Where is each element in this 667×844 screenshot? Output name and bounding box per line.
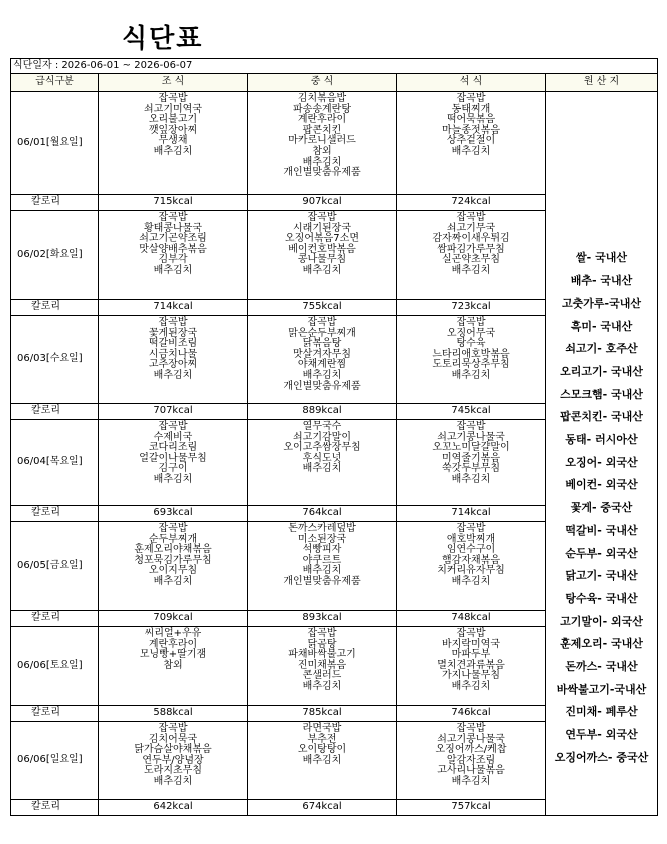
dinner-calories: 745kcal	[397, 404, 546, 420]
menu-item: 황태콩나물국	[144, 222, 202, 234]
breakfast-cell	[99, 420, 248, 506]
menu-item: 마카로니샐러드	[288, 135, 356, 147]
lunch-cell	[248, 627, 397, 706]
menu-item: 떡어묵볶음	[446, 114, 496, 126]
menu-item: 김치어묵국	[148, 733, 198, 745]
menu-item: 오이탕탕이	[297, 744, 347, 756]
menu-item: 라면국밥	[302, 723, 342, 734]
menu-item: 쇠고기콩나물국	[437, 733, 505, 745]
menu-item: 배추김치	[302, 754, 342, 766]
menu-item: 알감자조림	[446, 754, 496, 766]
lunch-cell	[248, 92, 397, 195]
menu-item: 잡곡밥	[307, 212, 337, 223]
menu-item: 배추김치	[153, 264, 193, 276]
origin-item: 배추- 국내산	[570, 274, 633, 288]
day-label: 06/04[목요일]	[11, 420, 99, 506]
breakfast-cell	[99, 316, 248, 404]
menu-item: 배추김치	[302, 565, 342, 577]
menu-item: 베이컨호박볶음	[288, 243, 356, 255]
lunch-calories: 674kcal	[248, 800, 397, 816]
breakfast-calories: 709kcal	[99, 611, 248, 627]
origin-item: 순두부- 외국산	[565, 546, 638, 560]
dinner-cell	[397, 722, 546, 800]
menu-item: 잡곡밥	[158, 212, 188, 223]
menu-item: 잡곡밥	[158, 93, 188, 104]
menu-item: 잡곡밥	[158, 723, 188, 734]
menu-item: 배추김치	[451, 775, 491, 787]
menu-item: 깻잎장아찌	[148, 124, 198, 136]
page-title: 식단표	[122, 24, 204, 54]
menu-item: 쌈파김가루무침	[437, 243, 505, 255]
origin-item: 탕수육- 국내산	[565, 591, 638, 605]
lunch-calories: 907kcal	[248, 195, 397, 211]
menu-item: 감자짜이새우튀김	[432, 233, 510, 245]
menu-item: 오이지무침	[148, 565, 198, 577]
day-label: 06/02[화요일]	[11, 211, 99, 300]
calorie-label: 칼로리	[11, 800, 99, 816]
header-origin: 원 산 지	[546, 74, 658, 92]
menu-item: 배추김치	[302, 264, 342, 276]
dinner-cell	[397, 316, 546, 404]
header-row	[11, 74, 658, 92]
menu-item: 도토리묵상추무침	[432, 359, 510, 371]
menu-item: 배추김치	[153, 369, 193, 381]
menu-item: 잡곡밥	[456, 523, 486, 534]
origin-item: 오징어- 외국산	[565, 455, 638, 469]
menu-item: 쇠고기감말이	[293, 431, 351, 443]
origin-item: 고춧가루-국내산	[562, 296, 641, 310]
menu-item: 수제비국	[153, 431, 193, 443]
dinner-cell	[397, 211, 546, 300]
dinner-calories: 746kcal	[397, 706, 546, 722]
calorie-label: 칼로리	[11, 195, 99, 211]
menu-item: 훈제오리야채볶음	[134, 544, 212, 556]
origin-item: 훈제오리- 국내산	[560, 637, 643, 651]
breakfast-cell	[99, 522, 248, 611]
dinner-calories: 748kcal	[397, 611, 546, 627]
dinner-cell	[397, 420, 546, 506]
dinner-calories: 757kcal	[397, 800, 546, 816]
calorie-label: 칼로리	[11, 706, 99, 722]
menu-item: 후식도넛	[302, 452, 342, 464]
menu-item: 상추겉절이	[446, 135, 496, 147]
menu-item: 닭가슴살야채볶음	[134, 744, 212, 756]
breakfast-calories: 707kcal	[99, 404, 248, 420]
dinner-calories: 724kcal	[397, 195, 546, 211]
menu-item: 잡곡밥	[307, 628, 337, 639]
menu-item: 맑은순두부찌개	[288, 327, 356, 339]
menu-item: 멸치견과류볶음	[437, 659, 505, 671]
menu-item: 계란후라이	[148, 638, 198, 650]
breakfast-calories: 715kcal	[99, 195, 248, 211]
dinner-calories: 714kcal	[397, 506, 546, 522]
menu-item: 잡곡밥	[456, 317, 486, 328]
menu-item: 배추김치	[451, 145, 491, 157]
menu-item: 오징어볶음7소면	[285, 233, 359, 245]
menu-item: 배추김치	[302, 463, 342, 475]
menu-item: 개인별맞춤유제품	[283, 575, 361, 587]
menu-item: 마늘종젓볶음	[442, 124, 500, 136]
origin-item: 쌀- 국내산	[576, 251, 627, 265]
dinner-calories: 723kcal	[397, 300, 546, 316]
lunch-cell	[248, 316, 397, 404]
menu-item: 잡곡밥	[456, 421, 486, 432]
origin-item: 꽃게- 중국산	[570, 501, 633, 515]
origin-item: 쇠고기- 호주산	[565, 342, 638, 356]
menu-item: 잡곡밥	[158, 421, 188, 432]
menu-item: 배추김치	[153, 775, 193, 787]
menu-item: 바지락미역국	[442, 638, 500, 650]
menu-item: 개인별맞춤유제품	[283, 380, 361, 392]
menu-item: 파채바싹불고기	[288, 649, 356, 661]
menu-item: 닭볶음탕	[302, 338, 342, 350]
origin-item: 떡갈비- 국내산	[565, 523, 638, 537]
header-breakfast: 조 식	[99, 74, 248, 92]
menu-item: 김치볶음밥	[297, 93, 347, 104]
menu-item: 실곤약초무침	[442, 254, 500, 266]
breakfast-cell	[99, 92, 248, 195]
menu-item: 참외	[312, 145, 332, 157]
origin-item: 베이컨- 외국산	[565, 478, 638, 492]
origin-item: 고기말이- 외국산	[560, 614, 643, 628]
breakfast-calories: 642kcal	[99, 800, 248, 816]
lunch-calories: 764kcal	[248, 506, 397, 522]
menu-item: 치커리유자무침	[437, 565, 505, 577]
origin-item: 돈까스- 국내산	[565, 660, 638, 674]
header-dinner: 석 식	[397, 74, 546, 92]
menu-item: 청포묵김가루무침	[134, 554, 212, 566]
menu-item: 돈까스카레덮밥	[288, 523, 356, 534]
menu-item: 파송송계란탕	[293, 103, 351, 115]
lunch-calories: 889kcal	[248, 404, 397, 420]
menu-item: 배추김치	[451, 369, 491, 381]
menu-item: 열무국수	[302, 421, 342, 432]
menu-item: 닭곰탕	[307, 638, 337, 650]
menu-item: 개인별맞춤유제품	[283, 167, 361, 179]
menu-item: 배추김치	[302, 680, 342, 692]
menu-item: 잡곡밥	[158, 317, 188, 328]
origin-item: 바싹불고기-국내산	[556, 682, 647, 696]
day-label: 06/05[금요일]	[11, 522, 99, 611]
breakfast-cell	[99, 627, 248, 706]
menu-item: 임연수구이	[446, 544, 496, 556]
menu-item: 떡갈비조림	[148, 338, 198, 350]
menu-item: 잡곡밥	[158, 523, 188, 534]
menu-item: 가지나물무침	[442, 670, 500, 682]
menu-item: 배추김치	[451, 680, 491, 692]
menu-item: 배추김치	[451, 264, 491, 276]
menu-item: 순두부찌개	[148, 533, 198, 545]
lunch-calories: 893kcal	[248, 611, 397, 627]
dinner-cell	[397, 92, 546, 195]
origin-item: 흑미- 국내산	[570, 319, 633, 333]
origin-item: 동태- 러시아산	[565, 433, 638, 447]
menu-item: 부추전	[307, 733, 337, 745]
day-label: 06/03[수요일]	[11, 316, 99, 404]
menu-item: 계란후라이	[297, 114, 347, 126]
origin-item: 연두부- 외국산	[565, 728, 638, 742]
menu-item: 느타리애호박볶음	[432, 348, 510, 360]
day-row	[11, 92, 658, 195]
lunch-cell	[248, 522, 397, 611]
breakfast-calories: 693kcal	[99, 506, 248, 522]
calorie-label: 칼로리	[11, 404, 99, 420]
origin-item: 오징어까스- 중국산	[554, 750, 649, 764]
origin-item: 팝콘치킨- 국내산	[560, 410, 643, 424]
menu-item: 오꼬노미달걀말이	[432, 442, 510, 454]
dinner-cell	[397, 522, 546, 611]
menu-item: 석빵피자	[302, 544, 342, 556]
menu-item: 오징어까스/케찹	[435, 744, 507, 756]
menu-item: 맛살겨자무침	[293, 348, 351, 360]
lunch-calories: 785kcal	[248, 706, 397, 722]
menu-item: 배추김치	[153, 473, 193, 485]
menu-item: 고사리나물볶음	[437, 765, 505, 777]
menu-item: 배추김치	[153, 145, 193, 157]
menu-item: 시금치나물	[148, 348, 198, 360]
menu-item: 코다리조림	[148, 442, 198, 454]
menu-item: 쇠고기곤약조림	[139, 233, 207, 245]
menu-item: 배추김치	[302, 369, 342, 381]
calorie-label: 칼로리	[11, 300, 99, 316]
lunch-cell	[248, 211, 397, 300]
menu-item: 야쿠르트	[302, 554, 342, 566]
menu-item: 쑥갓두부무침	[442, 463, 500, 475]
day-label: 06/01[월요일]	[11, 92, 99, 195]
day-label: 06/06[일요일]	[11, 722, 99, 800]
lunch-cell	[248, 420, 397, 506]
menu-item: 배추김치	[451, 575, 491, 587]
menu-item: 탕수육	[456, 338, 486, 350]
dinner-cell	[397, 627, 546, 706]
menu-item: 오리불고기	[148, 114, 198, 126]
menu-item: 진미채볶음	[297, 659, 347, 671]
menu-item: 모닝빵+딸기잼	[139, 649, 207, 661]
menu-item: 무생채	[158, 135, 188, 147]
menu-item: 콘샐러드	[302, 670, 342, 682]
menu-item: 배추김치	[302, 156, 342, 168]
menu-item: 시래기된장국	[293, 222, 351, 234]
header-lunch: 중 식	[248, 74, 397, 92]
breakfast-cell	[99, 722, 248, 800]
menu-item: 고추장아찌	[148, 359, 198, 371]
menu-item: 애호박찌개	[446, 533, 496, 545]
menu-item: 연두부/양념장	[142, 754, 204, 766]
menu-item: 김구이	[158, 463, 188, 475]
calorie-label: 칼로리	[11, 506, 99, 522]
menu-item: 김부각	[158, 254, 188, 266]
breakfast-cell	[99, 211, 248, 300]
menu-item: 잡곡밥	[456, 628, 486, 639]
menu-item: 잡곡밥	[456, 93, 486, 104]
origin-list	[546, 92, 658, 816]
calorie-label: 칼로리	[11, 611, 99, 627]
day-label: 06/06[토요일]	[11, 627, 99, 706]
menu-item: 맛살양배추볶음	[139, 243, 207, 255]
header-category: 급식구분	[11, 74, 99, 92]
date-range: 식단일자 : 2026-06-01 ~ 2026-06-07	[11, 59, 658, 74]
menu-item: 도라지초무침	[144, 765, 202, 777]
origin-item: 닭고기- 국내산	[565, 569, 638, 583]
menu-item: 쇠고기콩나물국	[437, 431, 505, 443]
menu-item: 햄감자채볶음	[442, 554, 500, 566]
breakfast-calories: 588kcal	[99, 706, 248, 722]
menu-item: 동태찌개	[451, 103, 491, 115]
menu-table	[10, 58, 658, 816]
menu-item: 팝콘치킨	[302, 124, 342, 136]
menu-item: 얼갈이나물무침	[139, 452, 207, 464]
menu-item: 배추김치	[153, 575, 193, 587]
origin-item: 스모크햄- 국내산	[560, 387, 643, 401]
menu-item: 배추김치	[451, 473, 491, 485]
breakfast-calories: 714kcal	[99, 300, 248, 316]
origin-item: 진미채- 페루산	[565, 705, 638, 719]
menu-item: 잡곡밥	[307, 317, 337, 328]
menu-item: 야채계란찜	[297, 359, 347, 371]
lunch-cell	[248, 722, 397, 800]
menu-item: 콩나물무침	[297, 254, 347, 266]
menu-item: 미소된장국	[297, 533, 347, 545]
menu-item: 오징어무국	[446, 327, 496, 339]
menu-item: 잡곡밥	[456, 723, 486, 734]
menu-item: 꽃게된장국	[148, 327, 198, 339]
menu-item: 마파두부	[451, 649, 491, 661]
menu-item: 참외	[163, 659, 183, 671]
menu-item: 쇠고기미역국	[144, 103, 202, 115]
origin-item: 오리고기- 국내산	[560, 364, 643, 378]
menu-item: 미역줄기볶음	[442, 452, 500, 464]
menu-item: 쇠고기무국	[446, 222, 496, 234]
menu-item: 오이고추쌈장무침	[283, 442, 361, 454]
lunch-calories: 755kcal	[248, 300, 397, 316]
menu-item: 씨리얼+우유	[144, 628, 202, 639]
menu-item: 잡곡밥	[456, 212, 486, 223]
